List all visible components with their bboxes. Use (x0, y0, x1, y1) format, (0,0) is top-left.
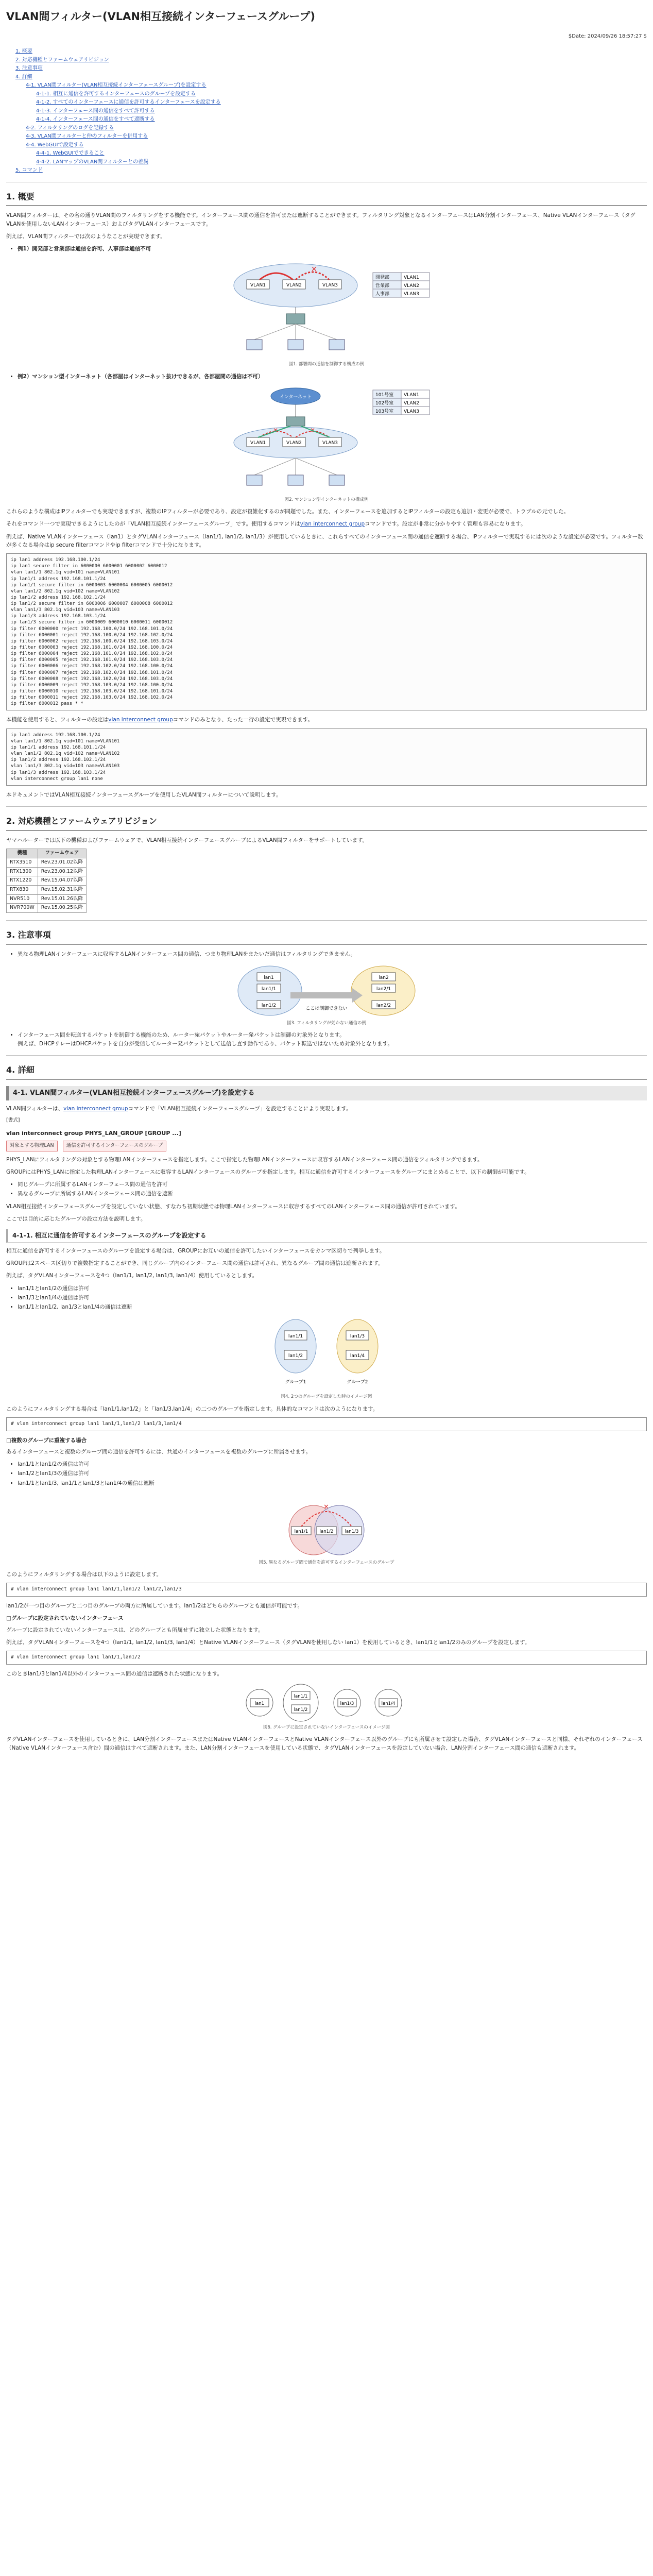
cross-icon: ✕ (310, 426, 316, 434)
topic-title: □複数のグループに重複する場合 (6, 1437, 87, 1444)
paragraph: VLAN相互接続インターフェースグループを設定していない状態、すなわち初期状態では物理LANインターフェースに収容するすべてのLANインターフェース間の通信が許可されています。 (6, 1203, 460, 1210)
svg-text:VLAN1: VLAN1 (250, 440, 266, 446)
toc-link[interactable]: 2. 対応機種とファームウェアリビジョン (15, 57, 109, 63)
paragraph: VLAN間フィルターは、その名の通りVLAN間のフィルタリングをする機能です。インターフェース間の通信を許可または遮断することができます。フィルタリング対象となるインターフェースはLAN分割インターフェース、Native VLANインターフェース（タグVLANを使用しないLANインターフェース）およびタグVLANインターフェースです。 (6, 212, 635, 227)
subsection-heading: 4-1-1. 相互に通信を許可するインターフェースのグループを設定する (6, 1229, 647, 1243)
svg-text:lan1/3: lan1/3 (350, 1334, 365, 1340)
svg-text:VLAN3: VLAN3 (322, 440, 338, 446)
paragraph: このようにフィルタリングする場合は「lan1/1,lan1/2」と「lan1/3,lan1/4」の二つのグループを指定します。具体的なコマンドは次のようになります。 (6, 1405, 379, 1412)
paragraph: lan1/2が一つ目のグループと二つ目のグループの両方に所属しています。lan1/2はどちらのグループとも通信が可能です。 (6, 1603, 303, 1609)
svg-text:VLAN1: VLAN1 (404, 392, 419, 398)
paragraph: あるインターフェースと複数のグループ間の通信を許可するには、共通のインターフェースを複数のグループに所属させます。 (6, 1448, 311, 1455)
svg-text:lan1/4: lan1/4 (381, 1701, 396, 1707)
paragraph: 本機能を使用すると、フィルターの設定はvlan interconnect groupコマンドのみとなり、たった一行の設定で実現できます。 (6, 717, 313, 723)
svg-text:103号室: 103号室 (375, 409, 394, 414)
ungrouped-diagram (234, 1682, 419, 1723)
paragraph: このようにフィルタリングする場合は以下のように設定します。 (6, 1571, 162, 1578)
svg-text:営業部: 営業部 (375, 283, 390, 289)
paragraph: これらのような構成はIPフィルターでも実現できますが、複数のIPフィルターが必要であり、設定が複雑化するのが問題でした。また、インターフェースを追加するとIPフィルターの設定も追加・変更が必要で、トラブルの元でした。 (6, 509, 569, 515)
figure-caption: 図4. 2つのグループを設定した時のイメージ図 (281, 1394, 372, 1400)
table-of-contents (15, 47, 647, 175)
toc-link[interactable]: 1. 概要 (15, 48, 32, 55)
svg-text:lan2/2: lan2/2 (376, 1003, 391, 1009)
cross-icon: ✕ (273, 426, 279, 434)
vlan-label: VLAN1 (250, 283, 266, 289)
svg-text:lan1/1: lan1/1 (294, 1529, 308, 1534)
group-label: グループ2 (347, 1380, 368, 1385)
department-diagram (218, 257, 435, 360)
vlan-label: VLAN2 (286, 283, 302, 289)
list-item: • インターフェース間を転送するパケットを制御する機能のため、ルーター宛パケットやルーター発パケットは制御の対象外となります。 例えば、DHCPリレーはDHCPパケットを自分が受信してルーター発パケットとして送信し直す動作であり、パケット転送ではないため対象外となります。 (18, 1031, 647, 1048)
pc-icon (247, 340, 262, 350)
table-row: NVR700W Rev.15.00.25以降 (7, 904, 87, 913)
svg-text:VLAN2: VLAN2 (404, 400, 419, 406)
firmware-table: 機種 ファームウェア RTX3510 Rev.23.01.02以降 RTX1300 Rev.23.00.12以降 RTX1220 Rev.15.04.07以降 RTX830 Rev.15.02.31以降 NVR510 Rev.15.01.26以降 NVR700W Rev.15.00.25以降 (6, 849, 87, 913)
router-icon (286, 417, 305, 426)
svg-text:VLAN3: VLAN3 (404, 292, 419, 297)
router-icon (286, 314, 305, 324)
svg-text:lan1/2: lan1/2 (261, 1003, 277, 1009)
param-phys-lan: 対象とする物理LAN (6, 1141, 58, 1151)
svg-text:101号室: 101号室 (375, 392, 394, 398)
example-title: • 例1）開発部と営業部は通信を許可、人事部は通信不可 (18, 245, 647, 253)
pc-icon (329, 475, 345, 485)
toc-link[interactable]: 4-4-2. LANマップのVLAN間フィルターとの差異 (36, 159, 149, 165)
paragraph: グループに設定されていないインターフェースは、どのグループとも所属せずに独立した状態となります。 (6, 1626, 264, 1633)
list-item: • lan1/1とlan1/2, lan1/3とlan1/4の通信は遮断 (18, 1303, 647, 1311)
paragraph: それをコマンド一つで実現できるようにしたのが「VLAN相互接続インターフェースグループ」です。使用するコマンドはvlan interconnect groupコマンドです。設定が非常に分かりやすく管理も容易になります。 (6, 521, 526, 528)
list-item: • lan1/1とlan1/3, lan1/1とlan1/3とlan1/4の通信は遮断 (18, 1479, 647, 1487)
table-row: RTX3510 Rev.23.01.02以降 (7, 858, 87, 867)
uncontrolled-label: ここは制御できない (305, 1006, 348, 1012)
list-item: • 異なるグループに所属するLANインターフェース間の通信を遮断 (18, 1190, 647, 1198)
svg-text:lan1: lan1 (264, 975, 274, 981)
figure-caption: 図6. グループに設定されていないインターフェースのイメージ図 (263, 1725, 390, 1731)
vlan-label: VLAN3 (322, 283, 338, 289)
table-row: NVR510 Rev.15.01.26以降 (7, 894, 87, 904)
pc-icon (329, 340, 345, 350)
list-item: • 同じグループに所属するLANインターフェース間の通信を許可 (18, 1180, 647, 1189)
apartment-diagram (218, 385, 435, 496)
pc-icon (288, 475, 303, 485)
department-table (373, 273, 429, 297)
example-title: • 例2）マンション型インターネット（各部屋はインターネット抜けできるが、各部屋間の通信は不可） (18, 372, 647, 381)
toc-link[interactable]: 4-2. フィルタリングのログを記録する (26, 125, 114, 131)
figure-caption: 図1. 部署間の通信を制御する構成の例 (288, 362, 365, 367)
section-heading: 2. 対応機種とファームウェアリビジョン (6, 815, 647, 831)
toc-link[interactable]: 4-3. VLAN間フィルターと仲のフィルターを併用する (26, 133, 148, 140)
subsection-heading: 4-1. VLAN間フィルター(VLAN相互接続インターフェースグループ)を設定する (6, 1086, 647, 1100)
revision-date: $Date: 2024/09/26 18:57:27 $ (568, 33, 647, 39)
figure-caption: 図3. フィルタリングが効かない通信の例 (286, 1021, 367, 1026)
svg-text:lan2/1: lan2/1 (376, 987, 391, 992)
pc-icon (247, 475, 262, 485)
svg-text:lan1/3: lan1/3 (340, 1701, 354, 1707)
paragraph: ヤマハルーターでは以下の機種およびファームウェアで、VLAN相互接続インターフェースグループによるVLAN間フィルターをサポートしています。 (6, 837, 368, 843)
paragraph: 本ドキュメントではVLAN相互接続インターフェースグループを使用したVLAN間フィルターについて説明します。 (6, 791, 282, 798)
svg-text:102号室: 102号室 (375, 400, 394, 406)
paragraph: 例えば、Native VLANインターフェース（lan1）とタグVLANインターフェース（lan1/1, lan1/2, lan1/3）が使用しているときに、これらすべてのインターフェース間の通信を遮断する場合、IPフィルターで実現するには次のような設定が必要です。フィルター数が多くなる場合はip secure filterコマンドやip filterコマンドで十分になります。 (6, 533, 643, 548)
paragraph: タグVLANインターフェースを使用しているときに、LAN分割インターフェースまたはNative VLANインターフェースとNative VLANインターフェース以外のグループにも所属させて設定した場合、タグVLANインターフェースと同様、それぞれのインターフェース（Native VLANインターフェース含む）間の通信はすべて遮断されます。また、LAN分割インターフェースを使用している状態で、タグVLANインターフェースを設定していない場合、LAN分割インターフェース間の通信も遮断されます。 (6, 1736, 643, 1751)
toc-link[interactable]: 4-4. WebGUIで設定する (26, 142, 84, 148)
svg-text:VLAN2: VLAN2 (404, 283, 419, 289)
paragraph: GROUPは2スペース区切りで複数指定することができ、同じグループ内のインターフェース間の通信は許可され、異なるグループ間の通信は遮断されます。 (6, 1260, 384, 1267)
list-item: • lan1/1とlan1/2の通信は許可 (18, 1460, 647, 1468)
paragraph: 例えば、タグVLANインターフェースを4つ（lan1/1, lan1/2, lan1/3, lan1/4）使用しているとします。 (6, 1273, 258, 1279)
command-syntax: vlan interconnect group PHYS_LAN_GROUP [GROUP ...] (6, 1129, 181, 1137)
command-link[interactable]: vlan interconnect group (300, 521, 365, 528)
svg-text:lan1/4: lan1/4 (350, 1353, 365, 1359)
toc-link[interactable]: 5. コマンド (15, 167, 43, 174)
paragraph: VLAN間フィルターは、vlan interconnect groupコマンドで「VLAN相互接続インターフェースグループ」を設定することにより実現します。 (6, 1105, 352, 1112)
toc-link[interactable]: 4. 詳細 (15, 74, 32, 80)
list-item: • lan1/3とlan1/4の通信は許可 (18, 1294, 647, 1302)
command-link[interactable]: vlan interconnect group (108, 717, 173, 723)
cross-icon: ✕ (311, 265, 317, 274)
divider (6, 806, 647, 807)
list-item: • 異なる物理LANインターフェースに収容するLANインターフェース間の通信、つまり物理LANをまたいだ通信はフィルタリングできません。 (18, 950, 647, 958)
command-example: # vlan interconnect group lan1 lan1/1,lan1/2 lan1/2,lan1/3 (6, 1583, 647, 1597)
figure-caption: 図2. マンション型インターネットの構成例 (284, 497, 369, 502)
svg-text:lan1/3: lan1/3 (345, 1529, 359, 1534)
toc-link[interactable]: 3. 注意事項 (15, 65, 43, 72)
paragraph: GROUPにはPHYS_LANに指定した物理LANインターフェースに収容するLANインターフェースのグループを指定します。相互に通信を許可するインターフェースをグループにまとめることで、以下の制御が可能です。 (6, 1168, 530, 1175)
paragraph: 例えば、タグVLANインターフェースを4つ（lan1/1, lan1/2, lan1/3, lan1/4）とNative VLANインターフェース（タグVLANを使用しない lan1）を使用しているとき、lan1/1とlan1/2のみのグループを設定します。 (6, 1639, 530, 1646)
two-groups-diagram (265, 1315, 388, 1393)
svg-text:lan1: lan1 (254, 1701, 265, 1707)
group-label: グループ1 (285, 1380, 306, 1385)
svg-text:VLAN3: VLAN3 (404, 409, 419, 414)
overlap-groups-diagram (265, 1492, 388, 1558)
figure-caption: 図5. 異なるグループ間で通信を許可するインターフェースのグループ (259, 1560, 394, 1565)
section-heading: 4. 詳細 (6, 1064, 647, 1080)
command-link[interactable]: vlan interconnect group (63, 1105, 128, 1112)
list-item: • lan1/2とlan1/3の通信は許可 (18, 1469, 647, 1478)
room-table (373, 390, 429, 415)
toc-link[interactable]: 4-1-4. インターフェース間の通信をすべて遮断する (36, 116, 155, 123)
paragraph: 例えば、VLAN間フィルターでは次のようなことが実現できます。 (6, 233, 166, 240)
list-item: • lan1/1とlan1/2の通信は許可 (18, 1284, 647, 1293)
toc-link[interactable]: 4-1-2. すべてのインターフェースに通信を許可するインターフェースを設定する (36, 99, 221, 106)
command-example: # vlan interconnect group lan1 lan1/1,lan1/2 lan1/3,lan1/4 (6, 1417, 647, 1431)
paragraph: PHYS_LANにフィルタリングの対象とする物理LANインターフェースを指定します。ここで指定した物理LANインターフェースに収容するLANインターフェース間の通信をフィルタリングできます。 (6, 1156, 483, 1163)
svg-text:lan2: lan2 (379, 975, 389, 981)
paragraph: ここでは目的に応じたグループの設定方法を説明します。 (6, 1215, 146, 1222)
svg-text:lan1/1: lan1/1 (294, 1694, 308, 1700)
table-row: RTX1300 Rev.23.00.12以降 (7, 867, 87, 876)
toc-link[interactable]: 4-1-1. 相互に通信を許可するインターフェースのグループを設定する (36, 91, 196, 97)
cross-lan-diagram (234, 962, 419, 1019)
table-row: RTX830 Rev.15.02.31以降 (7, 886, 87, 895)
section-heading: 1. 概要 (6, 191, 647, 207)
table-row: RTX1220 Rev.15.04.07以降 (7, 876, 87, 886)
toc-link[interactable]: 4-4-1. WebGUIでできること (36, 150, 105, 157)
code-block-ip-filter: ip lan1 address 192.168.100.1/24 ip lan1 secure filter in 6000000 6000001 6000002 6000012 vlan lan1/1 802.1q vid=101 name=VLAN101 ip lan1/1 address 192.168.101.1/24 ip lan1/1 secure filter in 6000003 6000004 6000005 6000012 vlan lan1/2 802.1q vid=102 name=VLAN102 ip lan1/2 address 192.168.102.1/24 ip lan1/2 secure filter in 6000006 6000007 6000008 6000012 vlan lan1/3 802.1q vid=103 name=VLAN103 ip lan1/3 address 192.168.103.1/24 ip lan1/3 secure filter in 6000009 6000010 6000011 6000012 ip filter 6000000 reject 192.168.100.0/24 192.168.101.0/24 ip filter 6000001 reject 192.168.100.0/24 192.168.102.0/24 ip filter 6000002 reject 192.168.100.0/24 192.168.103.0/24 ip filter 6000003 reject 192.168.101.0/24 192.168.100.0/24 ip filter 6000004 reject 192.168.101.0/24 192.168.102.0/24 ip filter 6000005 reject 192.168.101.0/24 192.168.103.0/24 ip filter 6000006 reject 192.168.102.0/24 192.168.100.0/24 ip filter 6000007 reject 192.168.102.0/24 192.168.101.0/24 ip filter 6000008 reject 192.168.102.0/24 192.168.103.0/24 ip filter 6000009 reject 192.168.103.0/24 192.168.100.0/24 ip filter 6000010 reject 192.168.103.0/24 192.168.101.0/24 ip filter 6000011 reject 192.168.103.0/24 192.168.102.0/24 ip filter 6000012 pass * * (6, 553, 647, 710)
svg-text:lan1/2: lan1/2 (288, 1353, 303, 1359)
cross-icon: ✕ (323, 1503, 329, 1511)
code-block-interconnect: ip lan1 address 192.168.100.1/24 vlan lan1/1 802.1q vid=101 name=VLAN101 ip lan1/1 address 192.168.101.1/24 vlan lan1/2 802.1q vid=102 name=VLAN102 ip lan1/2 address 192.168.102.1/24 vlan lan1/3 802.1q vid=103 name=VLAN103 ip lan1/3 address 192.168.103.1/24 vlan interconnect group lan1 none (6, 728, 647, 786)
param-group: 通信を許可するインターフェースのグループ (63, 1141, 166, 1151)
section-heading: 3. 注意事項 (6, 929, 647, 945)
svg-text:人事部: 人事部 (375, 292, 390, 297)
toc-link[interactable]: 4-1-3. インターフェース間の通信をすべて許可する (36, 108, 155, 114)
internet-label: インターネット (279, 394, 312, 400)
topic-title: □グループに設定されていないインターフェース (6, 1615, 124, 1622)
paragraph: 相互に通信を許可するインターフェースのグループを設定する場合は、GROUPにお互いの通信を許可したいインターフェースをカンマ区切りで列挙します。 (6, 1247, 385, 1254)
page-title: VLAN間フィルター(VLAN相互接続インターフェースグループ) (6, 10, 315, 23)
paragraph: このときlan1/3とlan1/4以外のインターフェース間の通信は遮断された状態になります。 (6, 1670, 222, 1677)
pc-icon (288, 340, 303, 350)
command-example: # vlan interconnect group lan1 lan1/1,lan1/2 (6, 1651, 647, 1665)
svg-text:開発部: 開発部 (375, 275, 390, 281)
syntax-label: [書式] (6, 1117, 20, 1124)
svg-text:lan1/2: lan1/2 (319, 1529, 334, 1534)
svg-text:VLAN2: VLAN2 (286, 440, 302, 446)
svg-text:lan1/1: lan1/1 (288, 1334, 303, 1340)
svg-text:VLAN1: VLAN1 (404, 275, 419, 281)
divider (6, 1055, 647, 1056)
svg-text:lan1/1: lan1/1 (261, 987, 277, 992)
toc-link[interactable]: 4-1. VLAN間フィルター(VLAN相互接続インターフェースグループ)を設定する (26, 82, 207, 89)
divider (6, 920, 647, 921)
svg-text:lan1/2: lan1/2 (294, 1707, 308, 1713)
